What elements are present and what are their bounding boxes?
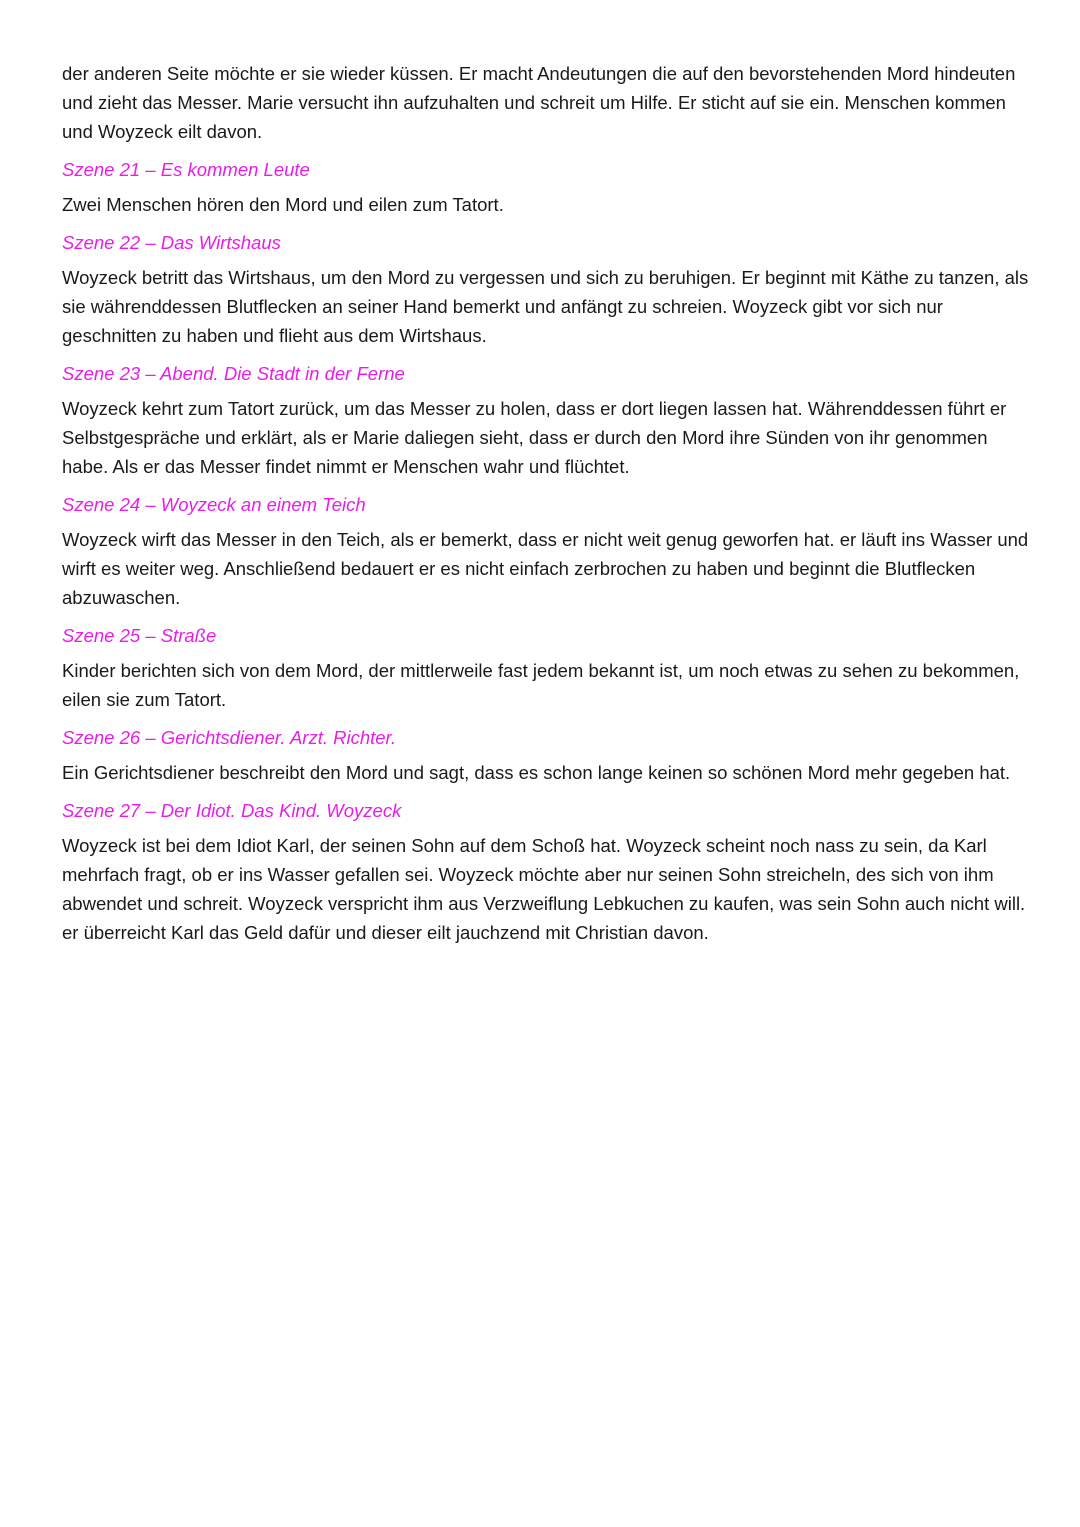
scene-26-text: Ein Gerichtsdiener beschreibt den Mord und sagt, dass es schon lange keinen so schönen Mord mehr gegeben hat. bbox=[62, 762, 1011, 783]
scene-25-text: Kinder berichten sich von dem Mord, der mittlerweile fast jedem bekannt ist, um noch etwas zu sehen zu bekommen, eilen sie zum Tatort. bbox=[62, 660, 1020, 710]
scene-21-heading: Szene 21 – Es kommen Leute bbox=[62, 159, 310, 180]
scene-22-heading: Szene 22 – Das Wirtshaus bbox=[62, 232, 281, 253]
intro-paragraph: der anderen Seite möchte er sie wieder küssen. Er macht Andeutungen die auf den bevorstehenden Mord hindeuten und zieht das Messer. Marie versucht ihn aufzuhalten und schreit um Hilfe. Er sticht auf sie ein. Menschen kommen und Woyzeck eilt davon. bbox=[62, 63, 1016, 142]
scene-21-text: Zwei Menschen hören den Mord und eilen zum Tatort. bbox=[62, 194, 504, 215]
scene-27-heading: Szene 27 – Der Idiot. Das Kind. Woyzeck bbox=[62, 800, 402, 821]
scene-24-heading: Szene 24 – Woyzeck an einem Teich bbox=[62, 494, 366, 515]
scene-23-heading: Szene 23 – Abend. Die Stadt in der Ferne bbox=[62, 363, 405, 384]
scene-26-heading: Szene 26 – Gerichtsdiener. Arzt. Richter. bbox=[62, 727, 397, 748]
document-page bbox=[62, 59, 1037, 947]
scene-24-text: Woyzeck wirft das Messer in den Teich, als er bemerkt, dass er nicht weit genug geworfen hat. er läuft ins Wasser und wirft es weiter weg. Anschließend bedauert er es nicht einfach zerbrochen zu haben und beginnt die Blutflecken abzuwaschen. bbox=[62, 529, 1029, 608]
scene-25-heading: Szene 25 – Straße bbox=[62, 625, 217, 646]
scene-23-text: Woyzeck kehrt zum Tatort zurück, um das Messer zu holen, dass er dort liegen lassen hat. Währenddessen führt er Selbstgespräche und erklärt, als er Marie daliegen sieht, dass er durch den Mord ihre Sünden von ihr genommen habe. Als er das Messer findet nimmt er Menschen wahr und flüchtet. bbox=[62, 398, 1007, 477]
scene-22-text: Woyzeck betritt das Wirtshaus, um den Mord zu vergessen und sich zu beruhigen. Er beginnt mit Käthe zu tanzen, als sie währenddessen Blutflecken an seiner Hand bemerkt und anfängt zu schreien. Woyzeck gibt vor sich nur geschnitten zu haben und flieht aus dem Wirtshaus. bbox=[62, 267, 1029, 346]
scene-27-text: Woyzeck ist bei dem Idiot Karl, der seinen Sohn auf dem Schoß hat. Woyzeck scheint noch nass zu sein, da Karl mehrfach fragt, ob er ins Wasser gefallen sei. Woyzeck möchte aber nur seinen Sohn streicheln, des sich von ihm abwendet und schreit. Woyzeck verspricht ihm aus Verzweiflung Lebkuchen zu kaufen, was sein Sohn auch nicht will. er überreicht Karl das Geld dafür und dieser eilt jauchzend mit Christian davon. bbox=[62, 835, 1026, 943]
